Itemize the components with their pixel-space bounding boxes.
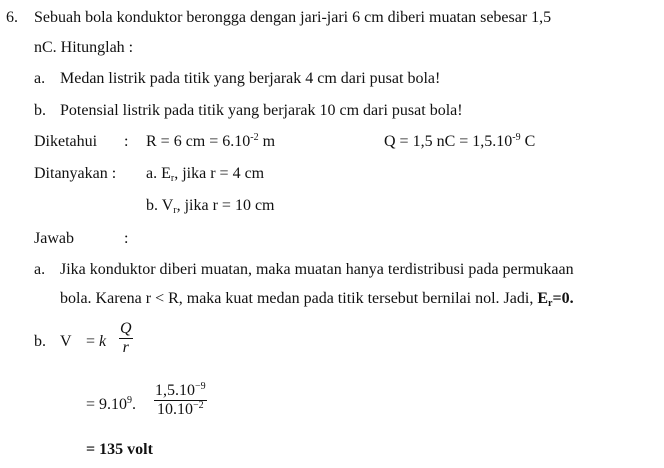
answer-b-label: b. xyxy=(34,333,46,350)
answer-label: Jawab xyxy=(34,230,74,247)
fraction-numeric-numerator: $1,5.10^{-9}$ xyxy=(155,381,206,399)
given-colon: : xyxy=(124,133,129,150)
problem-item-a-text: Medan listrik pada titik yang berjarak 4 cm dari pusat bola! xyxy=(60,70,441,87)
problem-item-a-label: a. xyxy=(34,70,46,87)
given-label: Diketahui xyxy=(34,133,98,150)
problem-number: 6. xyxy=(6,9,18,26)
problem-item-b-label: b. xyxy=(34,102,46,119)
answer-colon: : xyxy=(124,230,129,247)
asked-label: Ditanyakan : xyxy=(34,165,117,182)
answer-step2-prefix: = $9.10^9$. xyxy=(86,395,137,413)
asked-item-a: a. $E_r$, jika r = 4 cm xyxy=(146,165,265,184)
answer-b-eq: = k xyxy=(86,333,107,350)
given-charge: Q = 1,5 nC = $1,5.10^{-9}$ C xyxy=(384,132,536,150)
asked-item-b: b. $V_r$, jika r = 10 cm xyxy=(146,197,275,216)
answer-a-line1: Jika konduktor diberi muatan, maka muatan hanya terdistribusi pada permukaan xyxy=(60,261,574,278)
answer-b-var: V xyxy=(60,333,72,350)
problem-text-line1: Sebuah bola konduktor berongga dengan jari-jari 6 cm diberi muatan sebesar 1,5 xyxy=(34,9,552,26)
fraction-numeric xyxy=(154,382,207,419)
answer-result: = 135 volt xyxy=(86,441,153,458)
given-radius: R = 6 cm = $6.10^{-2}$ m xyxy=(146,132,276,150)
fraction-numeric-denominator: $10.10^{-2}$ xyxy=(157,400,204,418)
fraction-denominator: r xyxy=(122,339,129,356)
problem-text-line2: nC. Hitunglah : xyxy=(34,39,134,56)
fraction-numerator: Q xyxy=(120,320,132,337)
fraction-q-over-r xyxy=(119,320,133,357)
problem-item-b-text: Potensial listrik pada titik yang berjarak 10 cm dari pusat bola! xyxy=(60,102,463,119)
answer-a-label: a. xyxy=(34,261,46,278)
answer-a-line2: bola. Karena r < R, maka kuat medan pada titik tersebut bernilai nol. Jadi, $E_r=0$. xyxy=(60,290,574,309)
